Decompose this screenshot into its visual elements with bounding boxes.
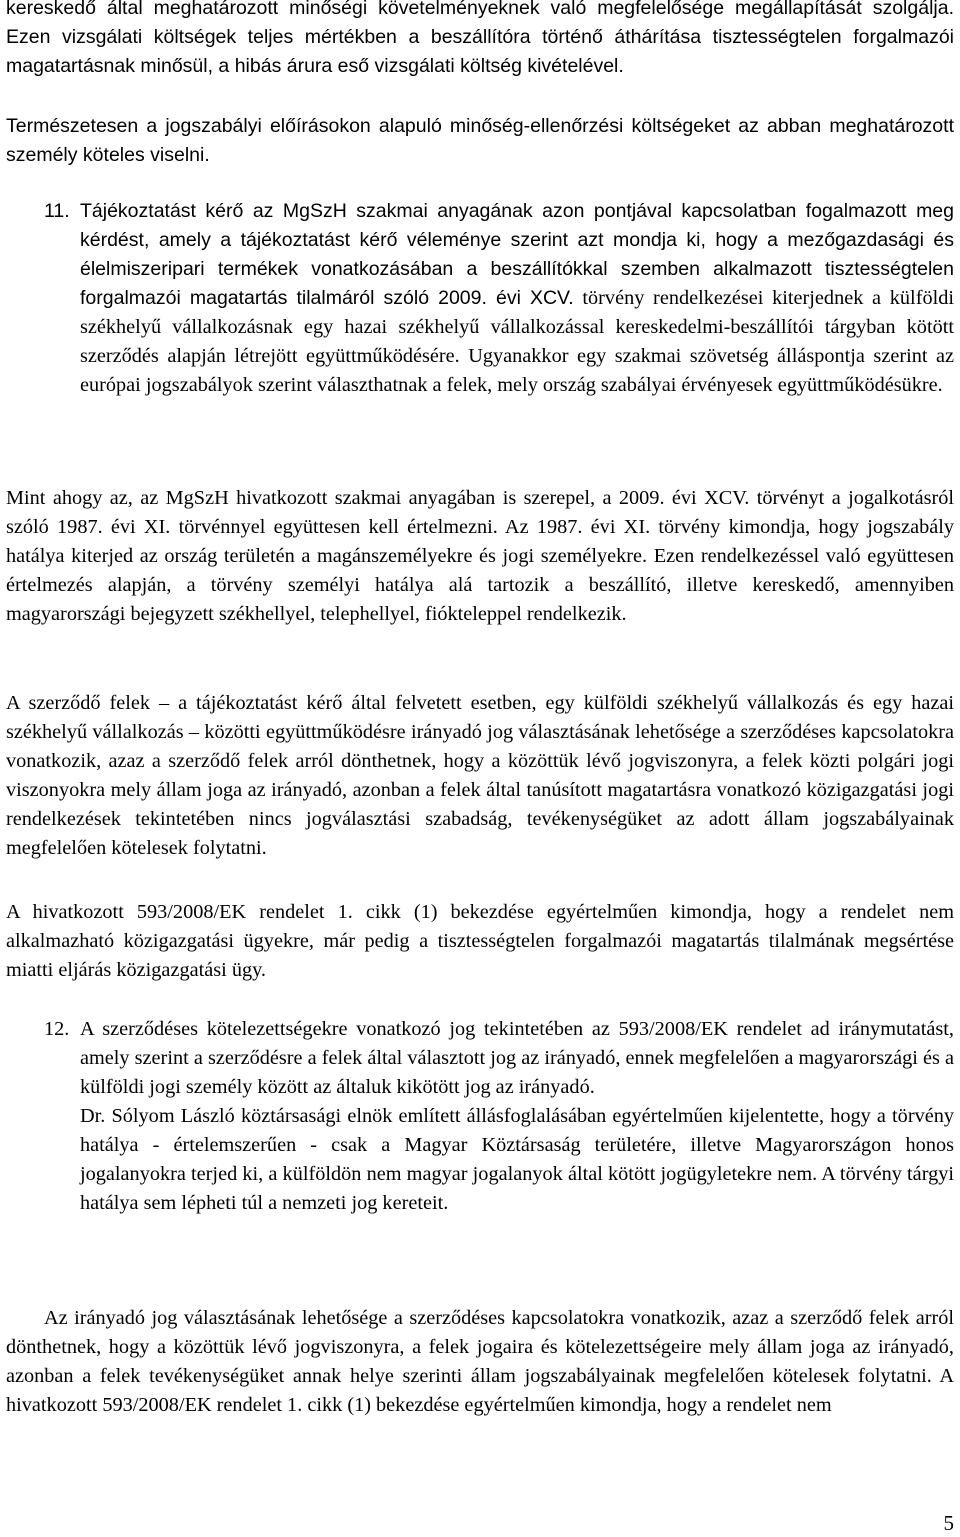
item-11-text-serif: törvény rendelkezései kiterjednek a külföldi székhelyű vállalkozásnak egy hazai székhelyű vállalkozással kereskedelmi-beszállítói tárgyban kötött szerződés alapján létrejött együttműködésére. Ugyanakkor egy szakmai szövetség álláspontja szerint az európai jogszabályok szerint választhatnak a felek, mely ország szabályai érvényesek együttműködésükre. <box>80 287 954 396</box>
paragraph-mint-ahogy <box>6 484 954 629</box>
intro-text: kereskedő által meghatározott minőségi követelményeknek való megfelelősége megállapítását szolgálja. Ezen vizsgálati költségek teljes mértékben a beszállítóra történő áthárítása tisztességtelen forgalmazói magatartásnak minősül, a hibás árura eső vizsgálati költség kivételével. <box>6 0 954 77</box>
page-number: 5 <box>943 1511 954 1535</box>
paragraph-hivatkozott <box>6 898 954 985</box>
item-11-paragraph <box>80 197 954 400</box>
paragraph-last <box>6 1304 954 1420</box>
intro-text-2: Természetesen a jogszabályi előírásokon alapuló minőség-ellenőrzési költségeket az abban meghatározott személy köteles viselni. <box>6 115 954 166</box>
item-11-text-sans: Tájékoztatást kérő az MgSzH szakmai anyagának azon pontjával kapcsolatban fogalmazott meg kérdést, amely a tájékoztatást kérő véleménye szerint azt mondja ki, hogy a mezőgazdasági és élelmiszeripari termékek vonatkozásában a beszállítókkal szemben alkalmazott tisztességtelen forgalmazói magatartás tilalmáról szóló 2009. évi XCV. <box>80 200 954 309</box>
paragraph-last-text: Az irányadó jog választásának lehetősége a szerződéses kapcsolatokra vonatkozik, azaz a szerződő felek arról dönthetnek, hogy a közöttük lévő jogviszonyra, a felek jogaira és kötelezettségeire mely állam joga az irányadó, azonban a felek tevékenységüket annak helye szerinti állam jogszabályainak megfelelően kötelesek folytatni. A hivatkozott 593/2008/EK rendelet 1. cikk (1) bekezdése egyértelműen kimondja, hogy a rendelet nem <box>6 1307 954 1416</box>
intro-paragraph-2 <box>6 112 954 170</box>
paragraph-szerzodo-felek <box>6 689 954 863</box>
intro-paragraph <box>6 0 954 81</box>
paragraph-hivatkozott-text: A hivatkozott 593/2008/EK rendelet 1. cikk (1) bekezdése egyértelműen kimondja, hogy a rendelet nem alkalmazható közigazgatási ügyekre, már pedig a tisztességtelen forgalmazói magatartás tilalmának megsértése miatti eljárás közigazgatási ügy. <box>6 901 954 981</box>
item-12-number: 12. <box>44 1018 70 1040</box>
item-12-paragraph <box>80 1015 954 1218</box>
paragraph-mint-ahogy-text: Mint ahogy az, az MgSzH hivatkozott szakmai anyagában is szerepel, a 2009. évi XCV. törvényt a jogalkotásról szóló 1987. évi XI. törvénnyel együttesen kell értelmezni. Az 1987. évi XI. törvény kimondja, hogy jogszabály hatálya kiterjed az ország területén a magánszemélyekre és jogi személyekre. Ezen rendelkezéssel való együttesen értelmezés alapján, a törvény személyi hatálya alá tartozik a beszállító, illetve kereskedő, amennyiben magyarországi bejegyzett székhellyel, telephellyel, fiókteleppel rendelkezik. <box>6 487 954 625</box>
item-11-number: 11. <box>44 200 70 222</box>
paragraph-szerzodo-felek-text: A szerződő felek – a tájékoztatást kérő által felvetett esetben, egy külföldi székhelyű vállalkozás és egy hazai székhelyű vállalkozás – közötti együttműködésre irányadó jog választásának lehetősége a szerződéses kapcsolatokra vonatkozik, azaz a szerződő felek arról dönthetnek, hogy a közöttük lévő jogviszonyra, a felek közti polgári jogi viszonyokra mely állam joga az irányadó, azonban a felek által tanúsított magatartásra vonatkozó közigazgatási jogi rendelkezések tekintetében nincs jogválasztási szabadság, tevékenységüket az adott állam jogszabályainak megfelelően kötelesek folytatni. <box>6 692 954 859</box>
item-12-text-2: Dr. Sólyom László köztársasági elnök említett állásfoglalásában egyértelműen kijelentette, hogy a törvény hatálya - értelemszerűen - csak a Magyar Köztársaság területére, illetve Magyarországon honos jogalanyokra terjed ki, a külföldön nem magyar jogalanyok által kötött jogügyletekre nem. A törvény tárgyi hatálya sem lépheti túl a nemzeti jog kereteit. <box>80 1105 954 1214</box>
item-12-text: A szerződéses kötelezettségekre vonatkozó jog tekintetében az 593/2008/EK rendelet ad iránymutatást, amely szerint a szerződésre a felek által választott jog az irányadó, ennek megfelelően a magyarországi és a külföldi jogi személy között az általuk kikötött jog az irányadó. <box>80 1018 954 1098</box>
